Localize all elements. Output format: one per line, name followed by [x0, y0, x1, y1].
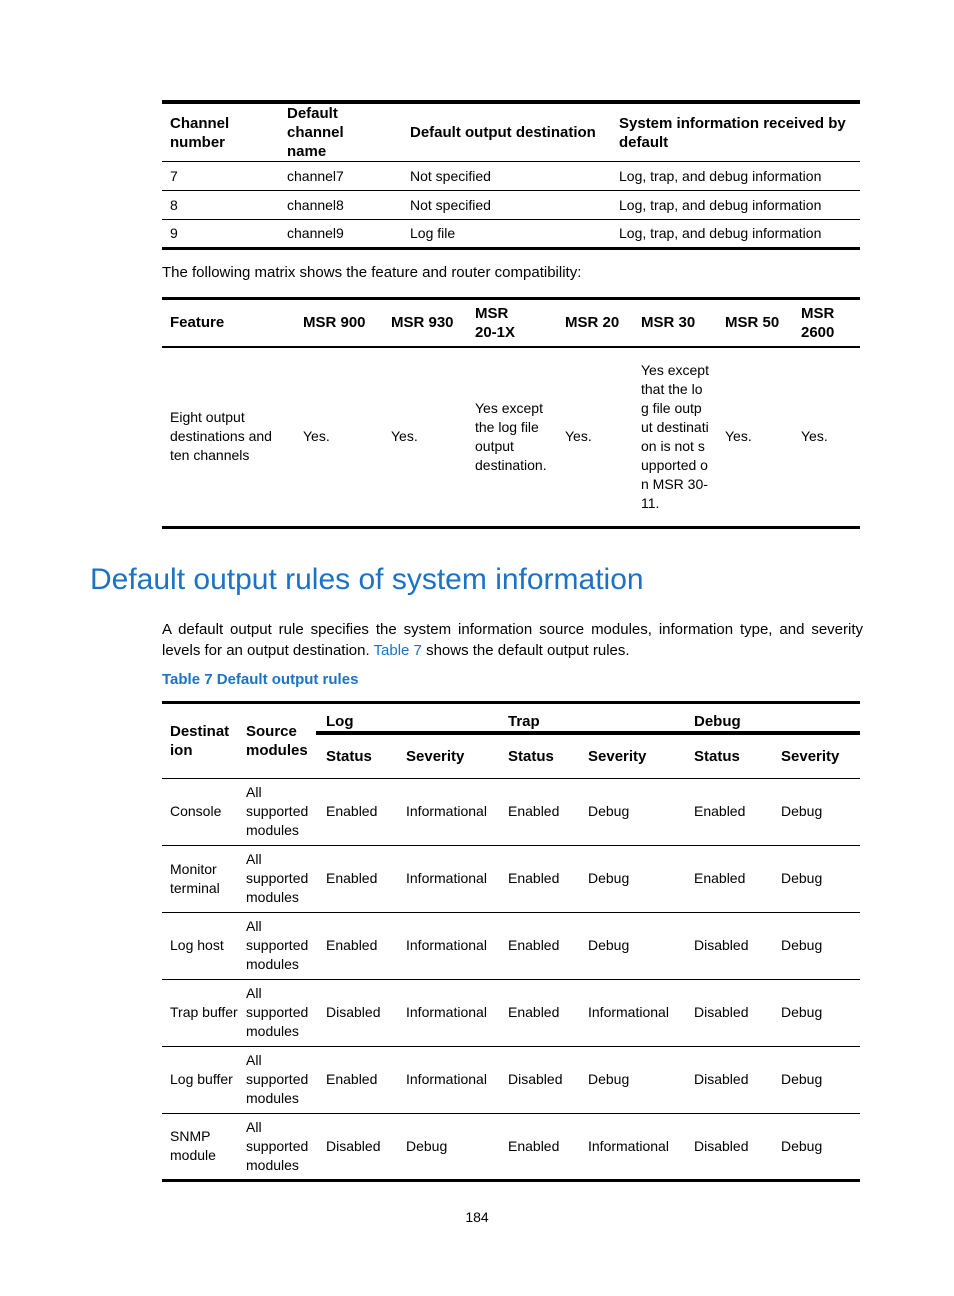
table-row — [162, 191, 860, 220]
header-trap-status: Status — [498, 733, 578, 778]
cell-debug-severity: Debug — [781, 803, 823, 819]
cell-source: All supported modules — [238, 845, 316, 912]
header-msr-30: MSR 30 — [633, 299, 717, 347]
cell-source: All supported modules — [238, 912, 316, 979]
cell-log-severity: Informational — [396, 1046, 498, 1113]
cell-trap-status: Disabled — [498, 1046, 578, 1113]
section-paragraph — [162, 619, 863, 661]
header-msr-20-1x: MSR 20-1X — [467, 299, 557, 347]
header-log-status: Status — [316, 733, 396, 778]
channels-table — [162, 100, 860, 250]
cell-source: All supported modules — [246, 784, 309, 838]
cell-trap-status: Enabled — [498, 979, 578, 1046]
table-row — [162, 912, 860, 979]
cell-trap-severity: Debug — [578, 845, 684, 912]
header-debug-status: Status — [684, 733, 771, 778]
cell-trap-severity: Informational — [578, 1113, 684, 1180]
cell-trap-status: Enabled — [498, 1113, 578, 1180]
header-system-information: System information received by default — [611, 102, 860, 162]
header-feature: Feature — [162, 299, 295, 347]
cell-log-status: Enabled — [316, 845, 396, 912]
cell-debug-severity: Debug — [771, 1046, 860, 1113]
table-row — [162, 1113, 860, 1180]
cell-feature: Eight output destinations and ten channels — [170, 409, 272, 464]
cell-name: channel9 — [279, 220, 402, 249]
cell-debug-severity: Debug — [771, 912, 860, 979]
cell-info: Log, trap, and debug information — [611, 191, 860, 220]
cell-destination: Console — [170, 803, 222, 819]
cell-destination: SNMP module — [162, 1113, 238, 1180]
header-source-modules — [238, 703, 316, 779]
cell-debug-status: Enabled — [684, 845, 771, 912]
cell-log-status: Enabled — [316, 912, 396, 979]
cell-destination: Monitor terminal — [162, 845, 238, 912]
table-row — [162, 220, 860, 249]
cell-info: Log, trap, and debug information — [619, 167, 822, 184]
default-output-rules-table — [162, 701, 860, 1182]
table-row — [162, 979, 860, 1046]
table-header-row — [162, 703, 860, 734]
header-source-label: Source modules — [246, 722, 308, 759]
cell-log-severity: Informational — [406, 803, 487, 819]
table-row — [162, 347, 860, 528]
cell-log-status: Disabled — [316, 1113, 396, 1180]
header-msr-2600: MSR 2600 — [793, 299, 860, 347]
header-group-debug: Debug — [684, 703, 860, 734]
table-row — [162, 1046, 860, 1113]
cell-msr-50: Yes. — [725, 428, 752, 445]
table-header-row — [162, 102, 860, 162]
matrix-intro: The following matrix shows the feature and router compatibility: — [162, 264, 582, 281]
cell-destination: Not specified — [402, 191, 611, 220]
cell-name: channel8 — [279, 191, 402, 220]
cell-msr-30: Yes except that the log file output destination is not supported on MSR 30-11. — [641, 361, 709, 511]
cell-debug-severity: Debug — [771, 845, 860, 912]
cell-channel: 9 — [162, 220, 279, 249]
header-msr-900: MSR 900 — [295, 299, 383, 347]
cell-source: All supported modules — [238, 979, 316, 1046]
header-log-severity: Severity — [396, 733, 498, 778]
cell-debug-status: Disabled — [684, 1113, 771, 1180]
cell-destination: Log file — [402, 220, 611, 249]
table-row — [162, 778, 860, 845]
cell-trap-severity: Debug — [578, 1046, 684, 1113]
cell-debug-status: Disabled — [684, 979, 771, 1046]
paragraph-text: A default output rule specifies the system information source modules, information type, and severity levels for an output destination. — [162, 621, 863, 659]
header-destination-label: Destination — [170, 722, 230, 759]
header-group-log: Log — [316, 703, 498, 734]
header-debug-severity: Severity — [771, 733, 860, 778]
cell-log-severity: Informational — [396, 979, 498, 1046]
header-default-channel-name: Default channel name — [279, 102, 402, 162]
table-caption: Table 7 Default output rules — [162, 671, 359, 688]
cell-info: Log, trap, and debug information — [611, 220, 860, 249]
cell-debug-status: Disabled — [684, 912, 771, 979]
cell-trap-severity: Informational — [578, 979, 684, 1046]
table-row — [162, 845, 860, 912]
cell-destination: Log buffer — [162, 1046, 238, 1113]
cell-debug-severity: Debug — [771, 979, 860, 1046]
cell-name: channel7 — [287, 167, 344, 184]
cell-msr-20-1x: Yes except the log file output destination. — [475, 399, 547, 473]
cell-log-status: Enabled — [316, 1046, 396, 1113]
cell-msr-930: Yes. — [391, 428, 418, 445]
table-row — [162, 162, 860, 191]
page-number: 184 — [465, 1209, 489, 1225]
header-msr-20: MSR 20 — [557, 299, 633, 347]
paragraph-text-end: shows the default output rules. — [421, 642, 630, 659]
cell-trap-severity: Debug — [588, 803, 630, 819]
cell-debug-status: Enabled — [694, 803, 746, 819]
header-trap-severity: Severity — [578, 733, 684, 778]
cell-log-status: Disabled — [316, 979, 396, 1046]
cell-source: All supported modules — [238, 1113, 316, 1180]
cell-log-severity: Informational — [396, 912, 498, 979]
section-heading: Default output rules of system information — [90, 563, 644, 596]
table-7-link[interactable]: Table 7 — [373, 642, 422, 659]
cell-debug-status: Disabled — [684, 1046, 771, 1113]
cell-trap-status: Enabled — [508, 803, 560, 819]
cell-trap-severity: Debug — [578, 912, 684, 979]
header-destination — [162, 703, 238, 779]
cell-channel: 7 — [170, 167, 178, 184]
cell-log-severity: Debug — [396, 1113, 498, 1180]
cell-destination: Not specified — [410, 167, 491, 184]
cell-msr-20: Yes. — [565, 428, 592, 445]
header-channel-number: Channel number — [162, 102, 279, 162]
cell-destination: Trap buffer — [162, 979, 238, 1046]
cell-destination: Log host — [162, 912, 238, 979]
header-msr-930: MSR 930 — [383, 299, 467, 347]
cell-msr-900: Yes. — [303, 428, 330, 445]
compatibility-matrix-table — [162, 297, 860, 529]
header-default-output-destination: Default output destination — [402, 102, 611, 162]
cell-source: All supported modules — [238, 1046, 316, 1113]
cell-log-severity: Informational — [396, 845, 498, 912]
cell-log-status: Enabled — [326, 803, 378, 819]
cell-debug-severity: Debug — [771, 1113, 860, 1180]
cell-msr-2600: Yes. — [801, 428, 828, 445]
cell-channel: 8 — [162, 191, 279, 220]
table-header-row — [162, 299, 860, 347]
cell-trap-status: Enabled — [498, 845, 578, 912]
header-msr-50: MSR 50 — [717, 299, 793, 347]
cell-trap-status: Enabled — [498, 912, 578, 979]
header-group-trap: Trap — [498, 703, 684, 734]
